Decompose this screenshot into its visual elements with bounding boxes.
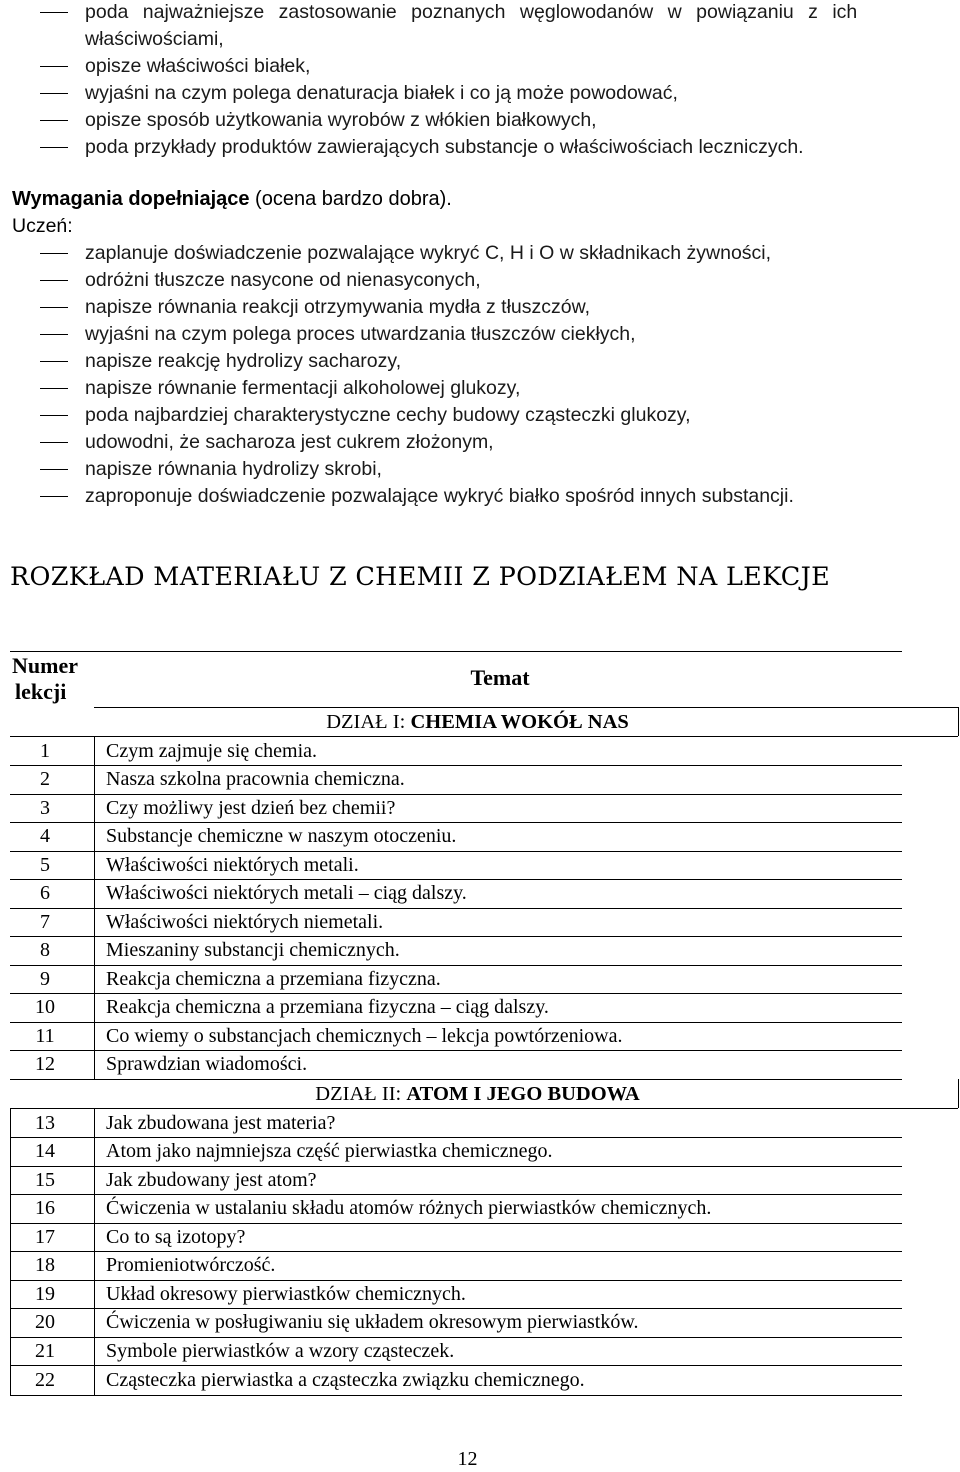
lesson-topic: Jak zbudowana jest materia?: [106, 1112, 336, 1134]
lesson-number: 15: [35, 1169, 55, 1191]
table-row: [0, 1280, 960, 1309]
list-item: [0, 429, 960, 456]
table-row: [0, 936, 960, 965]
lesson-number: 19: [35, 1283, 55, 1305]
list-item-text: poda najważniejsze zastosowanie poznanych węglowodanów w powiązaniu z ich: [85, 1, 858, 23]
list-item-text: zaplanuje doświadczenie pozwalające wykryć C, H i O w składnikach żywności,: [85, 242, 772, 264]
lesson-number: 22: [35, 1369, 55, 1391]
requirements-heading: [12, 186, 452, 213]
lesson-topic: Symbole pierwiastków a wzory cząsteczek.: [106, 1340, 455, 1362]
list-item-text: opisze sposób użytkowania wyrobów z włókien białkowych,: [85, 109, 597, 131]
table-row: [0, 737, 960, 766]
dash-bullet: [40, 496, 68, 497]
table-rule: [958, 707, 959, 736]
list-item-text: napisze reakcję hydrolizy sacharozy,: [85, 350, 402, 372]
section-name: CHEMIA WOKÓŁ NAS: [410, 711, 629, 733]
list-item: [0, 348, 960, 375]
lesson-topic: Czy możliwy jest dzień bez chemii?: [106, 797, 396, 819]
table-row: [0, 851, 960, 880]
list-item: [0, 80, 960, 107]
page-title: ROZKŁAD MATERIAŁU Z CHEMII Z PODZIAŁEM NA LEKCJE: [10, 562, 831, 592]
dash-bullet: [40, 93, 68, 94]
list-item: [0, 0, 960, 26]
table-row: [0, 879, 960, 908]
lesson-number: 10: [35, 996, 55, 1018]
dash-bullet: [40, 361, 68, 362]
list-item: [0, 107, 960, 134]
lesson-number: 6: [40, 882, 50, 904]
dash-bullet: [40, 66, 68, 67]
table-row: [0, 765, 960, 794]
table-row: [0, 1050, 960, 1079]
lesson-topic: Co wiemy o substancjach chemicznych – lekcja powtórzeniowa.: [106, 1025, 623, 1047]
table-row: [0, 1137, 960, 1166]
lesson-topic: Ćwiczenia w posługiwaniu się układem okresowym pierwiastków.: [106, 1311, 639, 1333]
lesson-topic: Właściwości niektórych metali.: [106, 854, 359, 876]
page-number: 12: [457, 1448, 478, 1470]
lesson-topic: Reakcja chemiczna a przemiana fizyczna – ciąg dalszy.: [106, 996, 549, 1018]
list-item-text: zaproponuje doświadczenie pozwalające wykryć białko spośród innych substancji.: [85, 485, 794, 507]
list-item: [0, 294, 960, 321]
lesson-topic: Układ okresowy pierwiastków chemicznych.: [106, 1283, 466, 1305]
lesson-topic: Substancje chemiczne w naszym otoczeniu.: [106, 825, 457, 847]
list-item: [0, 321, 960, 348]
lesson-number: 14: [35, 1140, 55, 1162]
lesson-topic: Mieszaniny substancji chemicznych.: [106, 939, 400, 961]
list-item: [0, 267, 960, 294]
table-row: [0, 993, 960, 1022]
list-item: [0, 53, 960, 80]
table-row: [0, 822, 960, 851]
requirements-heading-rest: (ocena bardzo dobra).: [249, 188, 452, 210]
list-item-text: poda przykłady produktów zawierających substancje o właściwościach leczniczych.: [85, 136, 804, 158]
list-item-text: napisze równania hydrolizy skrobi,: [85, 458, 382, 480]
table-section-header: [200, 1080, 755, 1109]
table-row: [0, 1308, 960, 1337]
table-row: [0, 1166, 960, 1195]
section-name: ATOM I JEGO BUDOWA: [406, 1083, 640, 1105]
table-row: [0, 965, 960, 994]
lesson-number: 9: [40, 968, 50, 990]
lesson-topic: Nasza szkolna pracownia chemiczna.: [106, 768, 405, 790]
lesson-topic: Co to są izotopy?: [106, 1226, 246, 1248]
section-prefix: DZIAŁ II:: [315, 1083, 407, 1105]
dash-bullet: [40, 388, 68, 389]
section-prefix: DZIAŁ I:: [326, 711, 411, 733]
list-item: [0, 375, 960, 402]
list-item-text: odróżni tłuszcze nasycone od nienasyconych,: [85, 269, 481, 291]
dash-bullet: [40, 469, 68, 470]
lesson-number: 4: [40, 825, 50, 847]
dash-bullet: [40, 415, 68, 416]
table-row: [0, 1337, 960, 1366]
table-header-number-line1: Numer: [12, 653, 78, 678]
list-item-text: poda najbardziej charakterystyczne cechy budowy cząsteczki glukozy,: [85, 404, 691, 426]
table-rule: [10, 1395, 902, 1396]
lesson-topic: Czym zajmuje się chemia.: [106, 740, 318, 762]
list-item-text: napisze równanie fermentacji alkoholowej glukozy,: [85, 377, 521, 399]
lesson-number: 18: [35, 1254, 55, 1276]
lesson-number: 16: [35, 1197, 55, 1219]
list-item-continuation: [0, 26, 960, 53]
table-rule: [958, 1079, 959, 1108]
lesson-topic: Atom jako najmniejsza część pierwiastka chemicznego.: [106, 1140, 553, 1162]
table-row: [0, 1251, 960, 1280]
lesson-number: 11: [35, 1025, 55, 1047]
lesson-topic: Sprawdzian wiadomości.: [106, 1053, 308, 1075]
table-rule: [10, 651, 902, 652]
dash-bullet: [40, 442, 68, 443]
lesson-topic: Właściwości niektórych niemetali.: [106, 911, 384, 933]
list-item: [0, 456, 960, 483]
lesson-number: 3: [40, 797, 50, 819]
table-row: [0, 908, 960, 937]
requirements-heading-bold: Wymagania dopełniające: [12, 188, 250, 210]
lesson-number: 2: [40, 768, 50, 790]
list-item: [0, 402, 960, 429]
lesson-number: 20: [35, 1311, 55, 1333]
lesson-number: 7: [40, 911, 50, 933]
lesson-topic: Jak zbudowany jest atom?: [106, 1169, 317, 1191]
student-label: Uczeń:: [12, 215, 73, 237]
lesson-number: 12: [35, 1053, 55, 1075]
dash-bullet: [40, 334, 68, 335]
lesson-topic: Ćwiczenia w ustalaniu składu atomów różnych pierwiastków chemicznych.: [106, 1197, 712, 1219]
dash-bullet: [40, 280, 68, 281]
lesson-topic: Reakcja chemiczna a przemiana fizyczna.: [106, 968, 441, 990]
list-item-text: opisze właściwości białek,: [85, 55, 311, 77]
list-item-text: udowodni, że sacharoza jest cukrem złożonym,: [85, 431, 494, 453]
table-header-number-line2: lekcji: [15, 679, 67, 704]
table-row: [0, 1109, 960, 1138]
list-item-text: napisze równania reakcji otrzymywania mydła z tłuszczów,: [85, 296, 591, 318]
lesson-topic: Promieniotwórczość.: [106, 1254, 276, 1276]
list-item: [0, 483, 960, 510]
table-row: [0, 1366, 960, 1395]
table-row: [0, 1022, 960, 1051]
table-row: [0, 1194, 960, 1223]
table-header-topic: Temat: [470, 665, 530, 690]
table-row: [0, 794, 960, 823]
lesson-number: 1: [40, 740, 50, 762]
dash-bullet: [40, 12, 68, 13]
dash-bullet: [40, 307, 68, 308]
table-section-header: [200, 708, 755, 737]
list-item-text: wyjaśni na czym polega proces utwardzania tłuszczów ciekłych,: [85, 323, 636, 345]
lesson-number: 13: [35, 1112, 55, 1134]
table-header-number: [12, 653, 78, 705]
lesson-number: 5: [40, 854, 50, 876]
list-item: [0, 240, 960, 267]
list-item-text: wyjaśni na czym polega denaturacja białek i co ją może powodować,: [85, 82, 678, 104]
list-item: [0, 134, 960, 161]
lesson-topic: Cząsteczka pierwiastka a cząsteczka związku chemicznego.: [106, 1369, 585, 1391]
dash-bullet: [40, 253, 68, 254]
lesson-topic: Właściwości niektórych metali – ciąg dalszy.: [106, 882, 467, 904]
lesson-number: 21: [35, 1340, 55, 1362]
dash-bullet: [40, 120, 68, 121]
table-row: [0, 1223, 960, 1252]
dash-bullet: [40, 147, 68, 148]
lesson-number: 17: [35, 1226, 55, 1248]
list-item-text: właściwościami,: [85, 28, 224, 50]
lesson-number: 8: [40, 939, 50, 961]
